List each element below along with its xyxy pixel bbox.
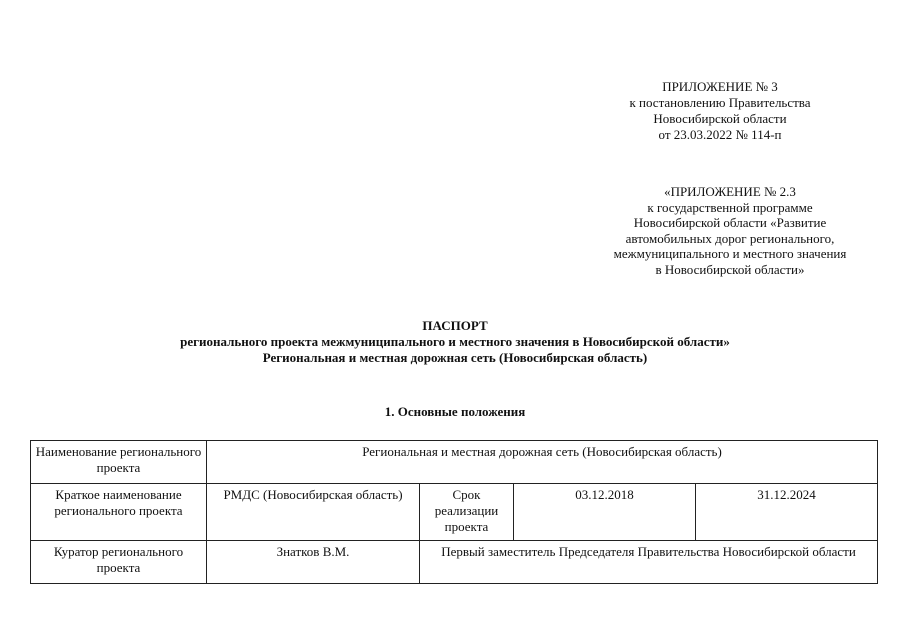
passport-subtitle-1: регионального проекта межмуниципального и местного значения в Новосибирской области» [180, 334, 730, 349]
appendix-program-line3: Новосибирской области «Развитие [633, 215, 827, 230]
passport-subtitle-2: Региональная и местная дорожная сеть (Новосибирская область) [262, 350, 648, 365]
passport-heading [40, 318, 870, 366]
table-row-curator [31, 541, 878, 584]
term-label: Срок реализации проекта [420, 484, 514, 541]
table-row-short-name [31, 484, 878, 541]
passport-title: ПАСПОРТ [422, 318, 488, 333]
main-provisions-table [30, 440, 878, 584]
appendix-program-header [580, 184, 880, 277]
appendix-program-line5: межмуниципального и местного значения [613, 246, 847, 261]
short-name-label: Краткое наименование регионального проекта [31, 484, 207, 541]
appendix-main-line3: Новосибирской области [653, 111, 787, 126]
project-name-value: Региональная и местная дорожная сеть (Новосибирская область) [207, 441, 878, 484]
appendix-program-line4: автомобильных дорог регионального, [625, 230, 835, 246]
project-name-label: Наименование регионального проекта [31, 441, 207, 484]
appendix-main-line2: к постановлению Правительства [629, 95, 811, 110]
appendix-program-line1: «ПРИЛОЖЕНИЕ № 2.3 [664, 184, 796, 199]
appendix-main-line1: ПРИЛОЖЕНИЕ № 3 [662, 79, 778, 94]
section-title: 1. Основные положения [384, 404, 526, 419]
appendix-main-line4: от 23.03.2022 № 114-п [658, 127, 782, 142]
appendix-program-line2: к государственной программе [647, 199, 813, 215]
table-row-project-name [31, 441, 878, 484]
start-date: 03.12.2018 [514, 484, 696, 541]
end-date: 31.12.2024 [696, 484, 878, 541]
short-name-value: РМДС (Новосибирская область) [207, 484, 420, 541]
curator-label: Куратор регионального проекта [31, 541, 207, 584]
appendix-main-header [590, 79, 850, 143]
curator-name: Знатков В.М. [207, 541, 420, 584]
curator-position: Первый заместитель Председателя Правительства Новосибирской области [420, 541, 878, 584]
appendix-program-line6: в Новосибирской области» [655, 261, 805, 277]
